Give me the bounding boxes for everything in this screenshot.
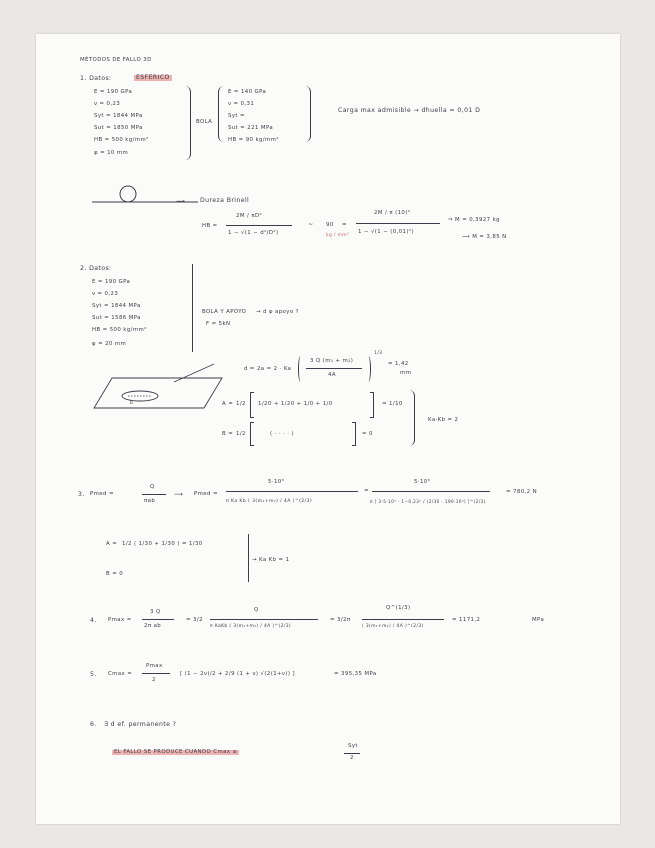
approx-arrow: ~ xyxy=(308,221,314,228)
section6-question: ∃ d ef. permanente ? xyxy=(104,721,177,728)
cmax-num: Pmax xyxy=(146,663,163,669)
d-result: = 1,42 xyxy=(388,361,409,367)
fraction-line xyxy=(362,619,444,620)
pmed-num1: 5·10³ xyxy=(268,479,285,485)
contact-plane-sketch xyxy=(94,374,224,412)
equals-sign: = xyxy=(364,488,369,494)
f2-coef: = 3/2 xyxy=(186,617,203,623)
hb-lhs: HB = xyxy=(202,223,218,229)
b3-expr: B = 0 xyxy=(106,571,124,577)
bola-label: BOLA xyxy=(196,119,213,125)
brace xyxy=(218,86,225,142)
arrow-icon: ⟶ xyxy=(176,198,186,205)
f2-num: Q xyxy=(254,607,259,613)
data-line: φ = 20 mm xyxy=(92,341,127,347)
hb-sub-denominator: 1 − √(1 − (0,01)²) xyxy=(358,229,414,235)
data-line: Syt = xyxy=(228,113,245,119)
data-line: Syt = 1844 MPa xyxy=(92,303,141,309)
d-denominator: 4A xyxy=(328,372,336,378)
section2-label: 2. Datos: xyxy=(80,265,112,272)
pmed-result: = 780,2 N xyxy=(506,489,538,495)
section6-label: 6. xyxy=(90,721,97,728)
section4-label: 4. xyxy=(90,617,97,624)
syt-denominator: 2 xyxy=(350,755,354,761)
data-line: Syt = 1844 MPa xyxy=(94,113,143,119)
section2-question: → d φ apoyo ? xyxy=(256,309,299,315)
units-note: kg / mm² xyxy=(326,233,350,238)
section1-highlight: ESFERICO xyxy=(136,74,170,81)
bracket xyxy=(370,392,374,418)
pmed-num2: 5·10³ xyxy=(414,479,431,485)
fraction-line xyxy=(372,491,490,492)
brace xyxy=(408,390,415,446)
a-terms: 1/20 + 1/20 + 1/0 + 1/0 xyxy=(258,401,333,407)
condition: BOLA Y APOYO xyxy=(202,309,247,315)
hb-numerator: 2M / πD² xyxy=(236,213,263,219)
data-line: Sut = 221 MPa xyxy=(228,125,274,131)
pmax-unit: MPa xyxy=(532,617,545,623)
page-title: MÉTODOS DE FALLO 3D xyxy=(80,57,152,63)
divider xyxy=(192,264,193,352)
a-lhs: A = xyxy=(222,401,234,407)
notebook-page xyxy=(36,34,620,824)
fraction-line xyxy=(306,368,362,369)
q-under: πab xyxy=(144,498,156,504)
b-label: b xyxy=(130,401,134,406)
b-half: 1/2 xyxy=(236,431,246,437)
fraction-line xyxy=(142,494,166,495)
pmax-result: = 1171,2 xyxy=(452,617,481,623)
section3-label: 3. xyxy=(78,491,85,498)
hb-sub-numerator: 2M / π (10)² xyxy=(374,210,411,216)
data-line: HB = 500 kg/mm² xyxy=(92,327,147,333)
result-mass: ⇒ M = 0,3927 kg xyxy=(448,217,500,223)
b-terms: ( · · · · ) xyxy=(270,431,295,437)
d-exponent: 1/3 xyxy=(374,351,383,356)
data-line: Sut = 1850 MPa xyxy=(94,125,143,131)
pmed-den2: π [ 3·5·10³ · 1−0,23² / (2/30 · 190·10³) ]^(2/3) xyxy=(370,499,486,504)
brace xyxy=(304,86,311,142)
a-half: 1/2 xyxy=(236,401,246,407)
data-line: E = 190 GPa xyxy=(92,279,131,285)
kakb-2: Ka·Kb = 2 xyxy=(428,417,459,423)
syt-numerator: Syt xyxy=(348,743,358,749)
arrow-icon: ⟶ xyxy=(174,491,184,498)
cmax-lhs: Cmax = xyxy=(108,671,133,677)
cmax-bracket: [ (1 − 2ν)/2 + 2/9 (1 + ν) √(2(1+ν)) ] xyxy=(180,671,295,677)
f3-coef: = 3/2π xyxy=(330,617,351,623)
a3-lhs: A = xyxy=(106,541,118,547)
data-line: φ = 10 mm xyxy=(94,150,129,156)
fraction-line xyxy=(142,673,170,674)
force: F = 5kN xyxy=(206,321,231,327)
kakb-1: → Ka Kb = 1 xyxy=(252,557,290,563)
paren xyxy=(366,356,371,382)
brace xyxy=(184,86,191,160)
data-line: ν = 0,23 xyxy=(92,291,119,297)
pmed-short-lhs: Pmed = xyxy=(90,491,114,497)
section5-label: 5. xyxy=(90,671,97,678)
f3-num: Q^(1/3) xyxy=(386,605,411,611)
data-line: E = 190 GPa xyxy=(94,89,133,95)
divider xyxy=(248,534,249,582)
bracket xyxy=(250,422,254,446)
pmed-lhs: Pmed = xyxy=(194,491,218,497)
fraction-line xyxy=(226,491,358,492)
fraction-line xyxy=(142,619,174,620)
sphere-on-plane-sketch xyxy=(92,182,202,206)
pmax-lhs: Pmax = xyxy=(108,617,132,623)
data-line: Sut = 1586 MPa xyxy=(92,315,141,321)
cmax-den: 2 xyxy=(152,677,156,683)
data-line: E = 140 GPa xyxy=(228,89,267,95)
equals-sign: = xyxy=(342,222,347,228)
b-lhs: B = xyxy=(222,431,234,437)
d-unit: mm xyxy=(400,370,412,376)
bracket xyxy=(352,422,356,446)
f1-den: 2π ab xyxy=(144,623,162,629)
f3-den: ( 3(m₁+m₂) / 4A )^(2/3) xyxy=(362,624,424,629)
f2-den: π KaKb ( 3(m₁+m₂) / 4A )^(2/3) xyxy=(210,624,292,629)
d-numerator: 3 Q (m₁ + m₂) xyxy=(310,358,354,364)
paren xyxy=(298,356,303,382)
f1-num: 3 Q xyxy=(150,609,161,615)
fraction-line xyxy=(210,619,318,620)
fraction-line xyxy=(226,225,292,226)
result-newton: ⟶ M = 3,85 N xyxy=(462,234,507,240)
data-line: ν = 0,31 xyxy=(228,101,255,107)
hb-value: 90 xyxy=(326,222,334,228)
b-rhs: = 0 xyxy=(362,431,373,437)
a-rhs: = 1/10 xyxy=(382,401,403,407)
cmax-result: = 395,35 MPa xyxy=(334,671,377,677)
q-over: Q xyxy=(150,484,155,490)
pmed-den1: π Ka Kb ( 3(m₁+m₂) / 4A )^(2/3) xyxy=(226,499,313,504)
d-lhs: d = 2a = 2 · Ka xyxy=(244,366,292,372)
bracket xyxy=(250,392,254,418)
hb-denominator: 1 − √(1 − d²/D²) xyxy=(228,230,279,236)
data-line: ν = 0,23 xyxy=(94,101,121,107)
data-line: HB = 500 kg/mm² xyxy=(94,137,149,143)
section1-label: 1. Datos: xyxy=(80,75,112,82)
section1-question: Carga max admisible → dhuella = 0,01 D xyxy=(338,107,481,114)
section6-highlight: EL FALLO SE PRODUCE CUANDO Cmax ≥ xyxy=(114,749,238,755)
data-line: HB = 90 kg/mm² xyxy=(228,137,279,143)
brinell-label: Dureza Brinell xyxy=(200,197,250,204)
fraction-line xyxy=(344,753,360,754)
fraction-line xyxy=(356,223,440,224)
a3-expr: 1/2 ( 1/30 + 1/30 ) = 1/30 xyxy=(122,541,203,547)
